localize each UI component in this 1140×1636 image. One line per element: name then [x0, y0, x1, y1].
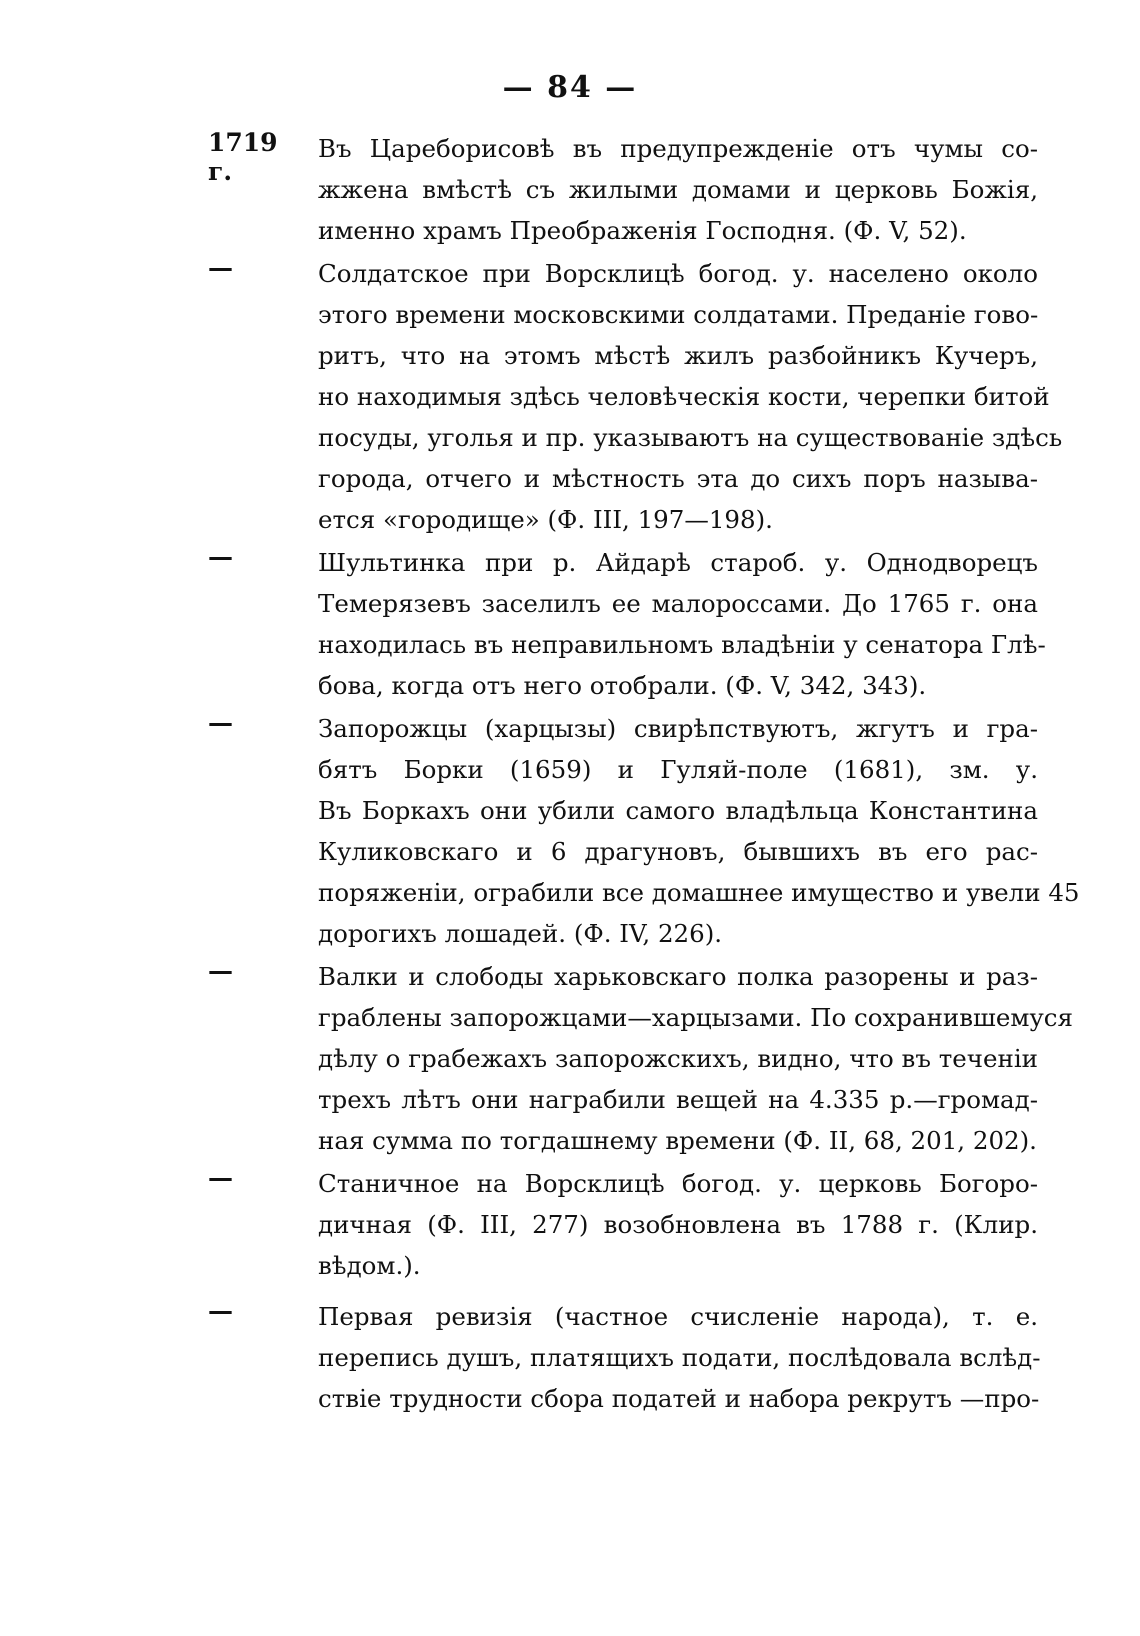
entry-text-line: Станичное на Ворсклицѣ богод. у. церковь Богоро- — [318, 1169, 1038, 1198]
entry-text-line: вѣдом.). — [318, 1251, 421, 1280]
entry-year-marker: — — [208, 1163, 233, 1192]
entry-text-line: города, отчего и мѣстность эта до сихъ поръ называ- — [318, 464, 1038, 493]
entry-text-line: дѣлу о грабежахъ запорожскихъ, видно, что въ теченіи — [318, 1044, 1038, 1073]
entry-text-line: Запорожцы (харцызы) свирѣпствуютъ, жгутъ и гра- — [318, 714, 1038, 743]
entry-text-line: ная сумма по тогдашнему времени (Ф. II, 68, 201, 202). — [318, 1126, 1037, 1155]
entry-year-marker: — — [208, 1296, 233, 1325]
entry-year-marker: — — [208, 708, 233, 737]
entry-text-line: бова, когда отъ него отобрали. (Ф. V, 342, 343). — [318, 671, 927, 700]
entry-year-marker: — — [208, 542, 233, 571]
chronicle-entry — [0, 1163, 1140, 1286]
entry-text-line: Солдатское при Ворсклицѣ богод. у. населено около — [318, 259, 1038, 288]
chronicle-entry — [0, 542, 1140, 706]
page-number: — 84 — — [502, 70, 638, 105]
entry-text-line: дорогихъ лошадей. (Ф. IV, 226). — [318, 919, 723, 948]
entry-text-line: находилась въ неправильномъ владѣніи у сенатора Глѣ- — [318, 630, 1046, 659]
chronicle-entry — [0, 708, 1140, 954]
entry-text-line: Куликовскаго и 6 драгуновъ, бывшихъ въ его рас- — [318, 837, 1038, 866]
entry-text-line: Темерязевъ заселилъ ее малороссами. До 1765 г. она — [318, 589, 1038, 618]
entry-text-line: но находимыя здѣсь человѣческія кости, черепки битой — [318, 382, 1050, 411]
entry-text-line: именно храмъ Преображенія Господня. (Ф. V, 52). — [318, 216, 967, 245]
entry-year-marker: — — [208, 956, 233, 985]
chronicle-entry — [0, 956, 1140, 1161]
entries-list — [0, 128, 1140, 1421]
entry-text-line: граблены запорожцами—харцызами. По сохранившемуся — [318, 1003, 1073, 1032]
chronicle-entry — [0, 253, 1140, 540]
entry-year-marker: 1719 г. — [208, 128, 278, 186]
entry-text-line: жжена вмѣстѣ съ жилыми домами и церковь Божія, — [318, 175, 1038, 204]
entry-text-line: посуды, уголья и пр. указываютъ на существованіе здѣсь — [318, 423, 1063, 452]
entry-text-line: перепись душъ, платящихъ подати, послѣдовала вслѣд- — [318, 1343, 1041, 1372]
chronicle-entry — [0, 1296, 1140, 1419]
entry-text-line: Въ Царебориcовѣ въ предупрежденіе отъ чумы со- — [318, 134, 1038, 163]
entry-text-line: ется «городище» (Ф. III, 197—198). — [318, 505, 773, 534]
entry-text-line: Первая ревизія (частное счисленіе народа), т. е. — [318, 1302, 1038, 1331]
entry-text-line: ритъ, что на этомъ мѣстѣ жилъ разбойникъ Кучеръ, — [318, 341, 1038, 370]
entry-text-line: этого времени московскими солдатами. Преданіе гово- — [318, 300, 1039, 329]
entry-text-line: дичная (Ф. III, 277) возобновлена въ 1788 г. (Клир. — [318, 1210, 1038, 1239]
entry-text-line: поряженіи, ограбили все домашнее имущество и увели 45 — [318, 878, 1080, 907]
entry-text-line: ствіе трудности сбора податей и набора рекрутъ —про- — [318, 1384, 1040, 1413]
entry-text-line: бятъ Борки (1659) и Гуляй-поле (1681), зм. у. — [318, 755, 1038, 784]
entry-text-line: Въ Боркахъ они убили самого владѣльца Константина — [318, 796, 1038, 825]
chronicle-entry — [0, 128, 1140, 251]
entry-text-line: Валки и слободы харьковскаго полка разорены и раз- — [318, 962, 1038, 991]
entry-text-line: Шультинка при р. Айдарѣ староб. у. Однодворецъ — [318, 548, 1038, 577]
entry-text-line: трехъ лѣтъ они награбили вещей на 4.335 р.—громад- — [318, 1085, 1038, 1114]
entry-year-marker: — — [208, 253, 233, 282]
